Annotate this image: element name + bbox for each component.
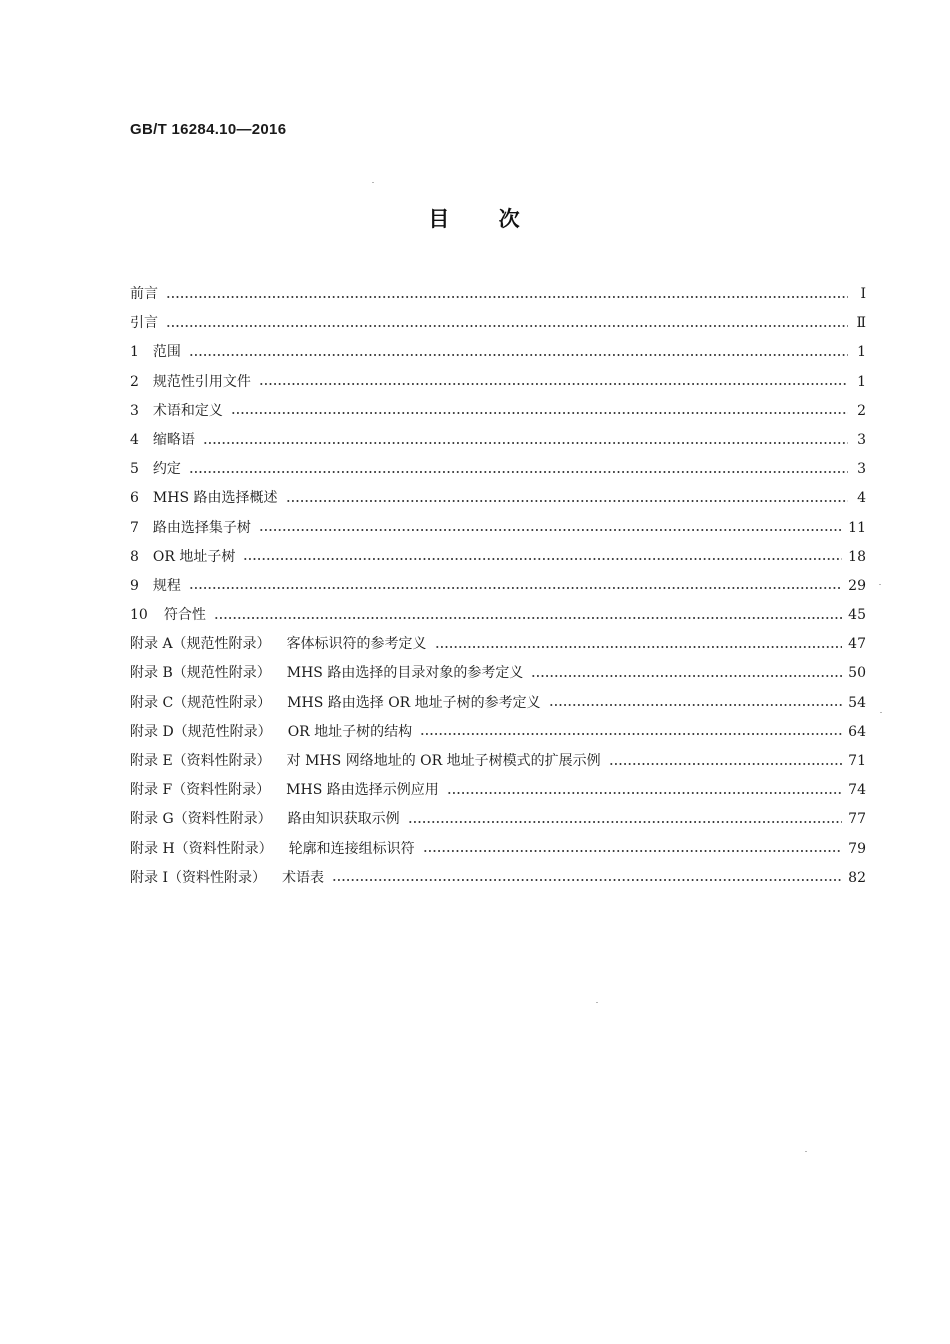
toc-dot-leader [166,321,848,331]
scan-speck [805,1151,807,1152]
toc-entry[interactable] [130,397,866,426]
toc-entry[interactable] [130,572,866,601]
toc-entry-label: 规程 [152,577,181,594]
toc-entry-appendix: 附录 C（规范性附录） [130,694,272,711]
toc-entry-page: 29 [848,577,866,594]
toc-entry-label: OR 地址子树的结构 [287,723,413,740]
toc-entry-page: Ⅰ [860,286,866,302]
toc-entry[interactable] [130,835,866,864]
toc-entry-appendix: 附录 G（资料性附录） [130,811,272,828]
toc-dot-leader [189,583,842,593]
toc-dot-leader [531,671,842,681]
toc-dot-leader [259,525,842,535]
toc-dot-leader [408,817,843,827]
toc-entry[interactable] [130,747,866,776]
toc-entry-page: 1 [857,373,866,390]
toc-entry-page: 18 [848,548,866,565]
toc-dot-leader [332,875,842,885]
toc-entry[interactable] [130,805,866,834]
toc-entry[interactable] [130,689,866,718]
toc-entry[interactable] [130,659,866,688]
toc-dot-leader [166,292,848,302]
scan-speck [879,584,881,585]
toc-entry-label: 轮廓和连接组标识符 [288,840,415,857]
toc-entry-label: 术语和定义 [152,402,223,419]
scan-speck [372,182,374,183]
document-code: GB/T 16284.10—2016 [130,121,287,138]
toc-entry-label: MHS 路由选择示例应用 [286,782,439,799]
toc-dot-leader [447,788,842,798]
toc-dot-leader [203,438,848,448]
toc-entry-number: 8 [130,548,139,565]
toc-entry[interactable] [130,601,866,630]
toc-entry-number: 6 [130,490,139,507]
toc-dot-leader [420,729,842,739]
toc-entry-appendix: 附录 D（规范性附录） [130,723,272,740]
toc-entry[interactable] [130,630,866,659]
table-of-contents [130,280,866,893]
toc-dot-leader [189,350,848,360]
toc-entry[interactable] [130,426,866,455]
toc-entry-label: 规范性引用文件 [152,373,251,390]
toc-entry-label: OR 地址子树 [152,548,236,565]
toc-entry[interactable] [130,776,866,805]
toc-entry[interactable] [130,484,866,513]
toc-entry-page: 82 [848,869,866,886]
toc-entry-label: MHS 路由选择 OR 地址子树的参考定义 [287,694,541,711]
scan-speck [596,1002,598,1003]
toc-entry-number: 5 [130,461,139,478]
toc-entry-page: 1 [857,344,866,361]
toc-entry-page: 77 [848,811,866,828]
toc-entry-page: 3 [857,431,866,448]
toc-entry-label: 术语表 [281,869,324,886]
toc-entry-label: 对 MHS 网络地址的 OR 地址子树模式的扩展示例 [286,753,601,769]
toc-entry-label: 范围 [152,344,181,361]
toc-entry-page: 64 [848,723,866,740]
toc-entry[interactable] [130,864,866,893]
toc-dot-leader [549,700,842,710]
toc-dot-leader [243,554,842,564]
toc-entry-page: 74 [848,782,866,799]
toc-entry-appendix: 附录 I（资料性附录） [130,869,266,886]
toc-entry-number: 9 [130,577,139,594]
toc-entry-appendix: 附录 F（资料性附录） [130,782,271,799]
toc-dot-leader [189,467,848,477]
toc-entry-page: 54 [848,694,866,711]
toc-entry-appendix: 附录 E（资料性附录） [130,753,271,769]
toc-entry-label: 路由知识获取示例 [287,811,400,828]
toc-entry-number: 3 [130,402,139,419]
toc-entry-appendix: 附录 H（资料性附录） [130,840,273,857]
toc-entry-page: 71 [848,753,866,769]
toc-entry[interactable] [130,280,866,309]
toc-entry-label: 符合性 [163,607,206,624]
toc-entry-label: MHS 路由选择的目录对象的参考定义 [286,665,524,682]
toc-entry[interactable] [130,338,866,367]
toc-entry-label: 缩略语 [152,431,195,448]
toc-dot-leader [286,496,848,506]
toc-entry[interactable] [130,309,866,338]
toc-entry-page: 11 [848,519,866,536]
scan-speck [880,712,882,713]
page-title: 目 次 [428,207,522,231]
toc-dot-leader [259,379,848,389]
toc-entry-number: 4 [130,431,139,448]
toc-entry-number: 2 [130,373,139,390]
toc-entry[interactable] [130,718,866,747]
toc-dot-leader [231,408,848,418]
toc-dot-leader [609,759,843,769]
toc-entry[interactable] [130,368,866,397]
toc-entry-label: 约定 [152,461,181,478]
toc-entry-page: 79 [848,840,866,857]
toc-entry-number: 1 [130,344,139,361]
toc-entry-label: 前言 [130,286,158,302]
toc-entry-label: MHS 路由选择概述 [152,490,278,507]
toc-entry-label: 客体标识符的参考定义 [286,636,427,653]
toc-entry-page: Ⅱ [856,315,866,332]
toc-entry-page: 4 [857,490,866,507]
toc-entry-appendix: 附录 A（规范性附录） [130,636,271,653]
toc-entry-number: 10 [130,607,148,624]
toc-dot-leader [435,642,843,652]
toc-entry-page: 2 [857,402,866,419]
toc-entry-page: 3 [857,461,866,478]
toc-entry[interactable] [130,514,866,543]
toc-entry-page: 47 [848,636,866,653]
toc-dot-leader [214,613,842,623]
toc-entry-page: 45 [848,607,866,624]
toc-dot-leader [423,846,843,856]
toc-entry[interactable] [130,543,866,572]
toc-entry-appendix: 附录 B（规范性附录） [130,665,271,682]
toc-entry-number: 7 [130,519,139,536]
toc-entry-page: 50 [848,665,866,682]
toc-entry-label: 路由选择集子树 [152,519,251,536]
toc-entry-label: 引言 [130,315,158,332]
toc-entry[interactable] [130,455,866,484]
